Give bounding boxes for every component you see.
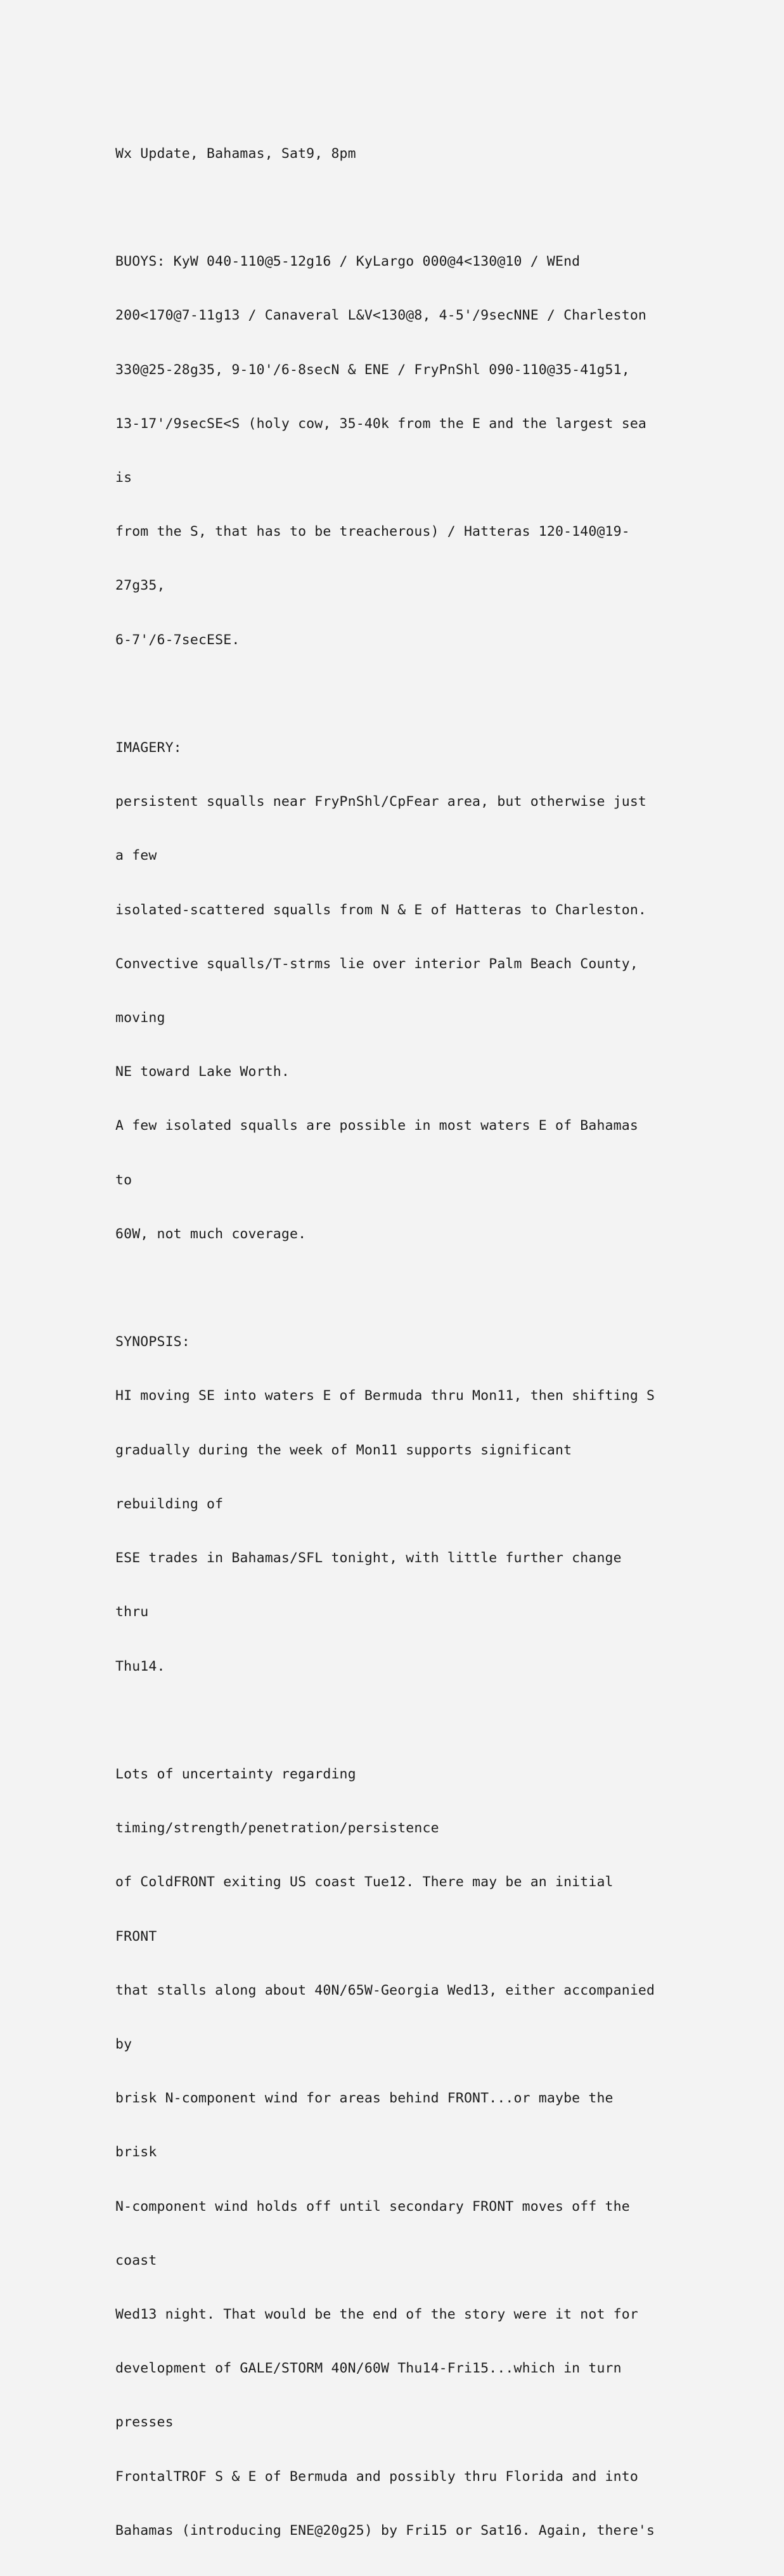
text-line: that stalls along about 40N/65W-Georgia Wed13, either accompanied: [115, 1982, 655, 1998]
text-line: 27g35,: [115, 578, 165, 594]
text-line: [115, 685, 749, 703]
text-line: IMAGERY:: [115, 740, 182, 756]
text-line: rebuilding of: [115, 1496, 224, 1512]
text-line: of ColdFRONT exiting US coast Tue12. There may be an initial: [115, 1874, 614, 1891]
text-line: 200<170@7-11g13 / Canaveral L&V<130@8, 4-5'/9secNNE / Charleston: [115, 307, 647, 324]
text-line: N-component wind holds off until secondary FRONT moves off the: [115, 2198, 630, 2215]
text-line: timing/strength/penetration/persistence: [115, 1820, 439, 1837]
text-line: gradually during the week of Mon11 supports significant: [115, 1442, 572, 1458]
text-line: 13-17'/9secSE<S (holy cow, 35-40k from the E and the largest sea: [115, 415, 647, 432]
text-line: SYNOPSIS:: [115, 1334, 190, 1350]
text-line: 60W, not much coverage.: [115, 1226, 307, 1242]
text-line: FrontalTROF S & E of Bermuda and possibly thru Florida and into: [115, 2468, 638, 2485]
text-line: Convective squalls/T-strms lie over interior Palm Beach County,: [115, 955, 638, 972]
text-line: moving: [115, 1010, 165, 1026]
text-line: from the S, that has to be treacherous) / Hatteras 120-140@19-: [115, 524, 630, 540]
text-line: NE toward Lake Worth.: [115, 1064, 290, 1080]
text-line: HI moving SE into waters E of Bermuda thru Mon11, then shifting S: [115, 1388, 655, 1404]
text-line: 6-7'/6-7secESE.: [115, 631, 240, 648]
text-line: Bahamas (introducing ENE@20g25) by Fri15 or Sat16. Again, there's: [115, 2522, 655, 2539]
text-line: Thu14.: [115, 1658, 165, 1674]
text-line: persistent squalls near FryPnShl/CpFear area, but otherwise just: [115, 794, 647, 810]
text-line: development of GALE/STORM 40N/60W Thu14-Fri15...which in turn: [115, 2360, 622, 2377]
text-line: brisk: [115, 2144, 157, 2161]
text-line: FRONT: [115, 1928, 157, 1945]
text-line: Lots of uncertainty regarding: [115, 1766, 356, 1782]
text-line: [115, 199, 749, 217]
text-line: 330@25-28g35, 9-10'/6-8secN & ENE / FryPnShl 090-110@35-41g51,: [115, 361, 630, 378]
text-line: a few: [115, 848, 157, 864]
text-line: Wed13 night. That would be the end of the story were it not for: [115, 2306, 638, 2322]
text-line: coast: [115, 2252, 157, 2269]
text-line: isolated-scattered squalls from N & E of Hatteras to Charleston.: [115, 902, 647, 918]
text-line: presses: [115, 2414, 174, 2431]
text-line: ESE trades in Bahamas/SFL tonight, with little further change: [115, 1550, 622, 1567]
text-line: [115, 1712, 749, 1730]
text-line: is: [115, 470, 132, 486]
text-line: A few isolated squalls are possible in most waters E of Bahamas: [115, 1118, 638, 1134]
text-line: BUOYS: KyW 040-110@5-12g16 / KyLargo 000@4<130@10 / WEnd: [115, 254, 581, 270]
weather-update-text: [115, 109, 749, 2576]
text-line: brisk N-component wind for areas behind FRONT...or maybe the: [115, 2090, 614, 2107]
text-line: thru: [115, 1604, 149, 1621]
text-line: [115, 1279, 749, 1297]
text-line: Wx Update, Bahamas, Sat9, 8pm: [115, 145, 356, 162]
text-line: to: [115, 1172, 132, 1188]
text-line: by: [115, 2036, 132, 2052]
